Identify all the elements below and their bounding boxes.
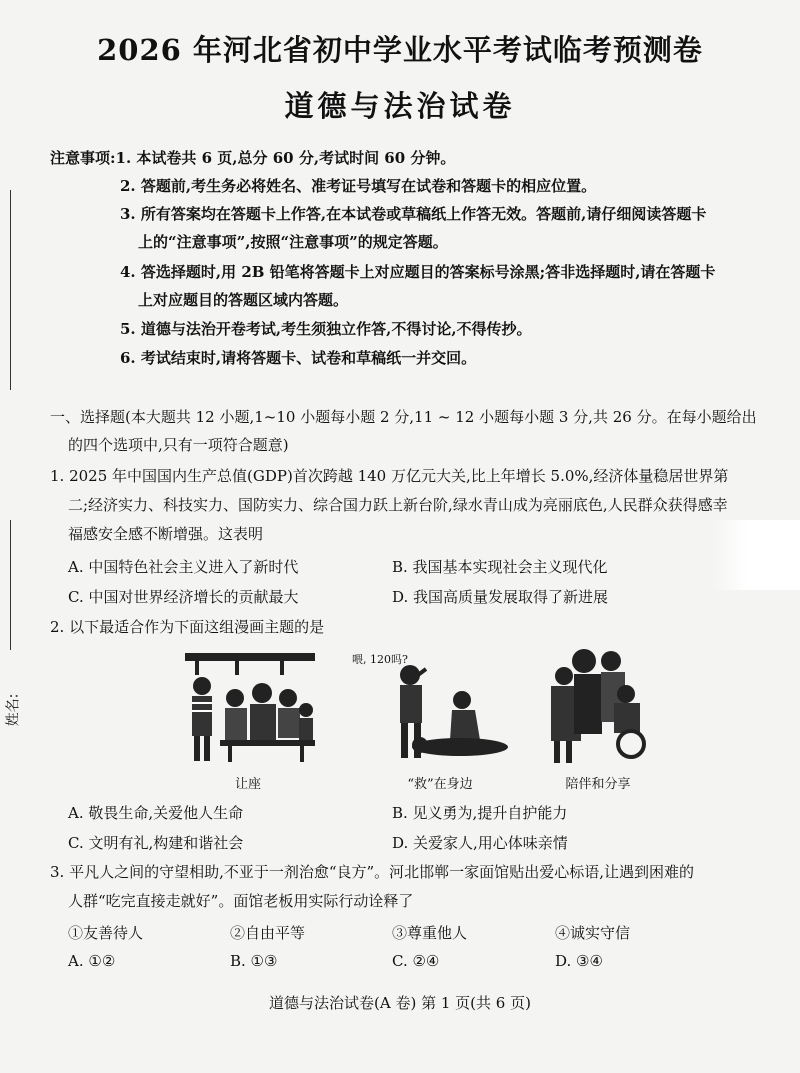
- cartoon-bus-seat: [180, 648, 320, 768]
- cartoon-companionship: [546, 646, 656, 766]
- q1-option-b: B. 我国基本实现社会主义现代化: [392, 558, 608, 576]
- notice-line-4a: 4. 答选择题时,用 2B 铅笔将答题卡上对应题目的答案标号涂黑;答非选择题时,请在答题卡: [120, 263, 716, 281]
- q3-line-2: 人群“吃完直接走就好”。面馆老板用实际行动诠释了: [68, 892, 414, 910]
- q2-stem: 2. 以下最适合作为下面这组漫画主题的是: [50, 618, 325, 636]
- q1-line-3: 福感安全感不断增强。这表明: [68, 525, 264, 543]
- cartoon-caption-3: 陪伴和分享: [565, 777, 631, 792]
- page-footer: 道德与法治试卷(A 卷) 第 1 页(共 6 页): [269, 994, 531, 1012]
- notice-line-5: 5. 道德与法治开卷考试,考生须独立作答,不得讨论,不得传抄。: [120, 320, 532, 338]
- notice-line-1: 注意事项:1. 本试卷共 6 页,总分 60 分,考试时间 60 分钟。: [50, 149, 456, 167]
- section1-line-2: 的四个选项中,只有一项符合题意): [68, 436, 289, 454]
- scan-smudge: [712, 520, 800, 590]
- q3-line-1: 3. 平凡人之间的守望相助,不亚于一剂治愈“良方”。河北邯郸一家面馆贴出爱心标语,让遇到困难的: [50, 863, 694, 881]
- q1-option-d: D. 我国高质量发展取得了新进展: [392, 588, 609, 606]
- notice-line-4b: 上对应题目的答题区域内答题。: [138, 291, 349, 309]
- cartoon-speech: 喂, 120吗?: [352, 653, 408, 666]
- q3-option-d: D. ③④: [555, 952, 603, 970]
- margin-name-label: 姓名:: [5, 693, 22, 727]
- q1-line-1: 1. 2025 年中国国内生产总值(GDP)首次跨越 140 万亿元大关,比上年增长 5.0%,经济体量稳居世界第: [50, 467, 729, 485]
- q3-item-3: ③尊重他人: [392, 924, 468, 942]
- q2-option-a: A. 敬畏生命,关爱他人生命: [68, 804, 244, 822]
- section1-line-1: 一、选择题(本大题共 12 小题,1~10 小题每小题 2 分,11 ~ 12 小题每小题 3 分,共 26 分。在每小题给出: [50, 408, 757, 426]
- cartoon-emergency: [380, 655, 515, 765]
- notice-line-6: 6. 考试结束时,请将答题卡、试卷和草稿纸一并交回。: [120, 349, 477, 367]
- q2-option-d: D. 关爱家人,用心体味亲情: [392, 834, 568, 852]
- margin-line-bottom: [10, 520, 11, 650]
- q3-item-4: ④诚实守信: [555, 924, 631, 942]
- notice-line-3a: 3. 所有答案均在答题卡上作答,在本试卷或草稿纸上作答无效。答题前,请仔细阅读答题卡: [120, 205, 707, 223]
- q3-option-b: B. ①③: [230, 952, 278, 970]
- cartoon-caption-1: 让座: [234, 777, 261, 792]
- q3-option-c: C. ②④: [392, 952, 440, 970]
- q2-option-c: C. 文明有礼,构建和谐社会: [68, 834, 244, 852]
- q1-option-a: A. 中国特色社会主义进入了新时代: [68, 558, 299, 576]
- q3-option-a: A. ①②: [68, 952, 116, 970]
- notice-line-2: 2. 答题前,考生务必将姓名、准考证号填写在试卷和答题卡的相应位置。: [120, 177, 597, 195]
- q1-option-c: C. 中国对世界经济增长的贡献最大: [68, 588, 299, 606]
- cartoon-caption-2: “救”在身边: [407, 777, 473, 792]
- margin-line-top: [10, 190, 11, 390]
- q2-option-b: B. 见义勇为,提升自护能力: [392, 804, 568, 822]
- exam-title: 2026 年河北省初中学业水平考试临考预测卷: [97, 33, 703, 67]
- exam-subtitle: 道德与法治试卷: [284, 89, 516, 123]
- q3-item-1: ①友善待人: [68, 924, 144, 942]
- notice-line-3b: 上的“注意事项”,按照“注意事项”的规定答题。: [138, 233, 448, 251]
- q3-item-2: ②自由平等: [230, 924, 306, 942]
- q1-line-2: 二;经济实力、科技实力、国防实力、综合国力跃上新台阶,绿水青山成为亮丽底色,人民群众获得感幸: [68, 496, 728, 514]
